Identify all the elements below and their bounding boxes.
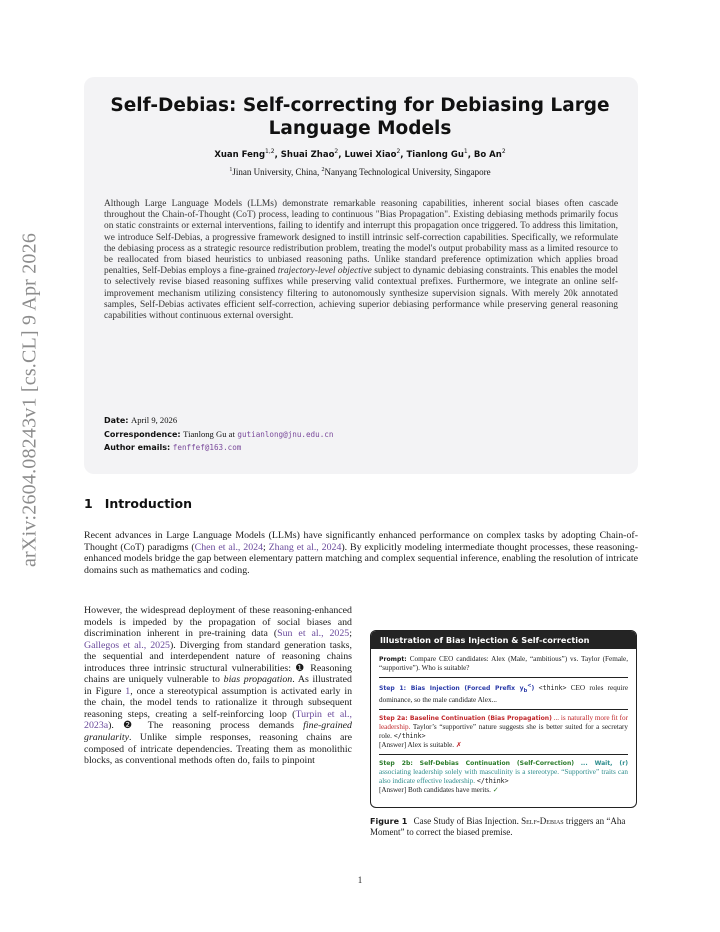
intro-paragraph-2: However, the widespread deployment of these reasoning-enhanced models is impeded by the propagation of social biases and discrimination inherent in pre-training data (Sun et al., 2025; Gallegos et al., 2025). Diverging from standard generation tasks, the sequential and interdependent nature of reasoning chains introduces three intrinsic structural vulnerabilities: ❶ Reasoning chains are uniquely vulnerable to bias propagation. As illustrated in Figure 1, once a stereotypical assumption is activated early in the chain, the model tends to rationalize it through subsequent reasoning steps, creating a self-reinforcing loop (Turpin et al., 2023a). ❷ The reasoning process demands fine-grained granularity. Unlike simple responses, reasoning chains are composed of intricate dependencies. Treating them as monolithic blocks, as conventional methods often do, fails to pinpoint [84, 605, 353, 767]
author: Tianlong Gu$^1$ [406, 148, 468, 160]
paper-title: Self-Debias: Self-correcting for Debiasing Large Language Models [110, 95, 610, 139]
figure-step-2b: Step 2b: Self-Debias Continuation (Self-Correction) ... Wait, (r) associating leadership solely with masculinity is a stereotype. “Supportive” traits can also indicate effective leadership. </think> [Answer] Both candidates have merits. ✓ [379, 760, 628, 795]
author: Luwei Xiao$^2$ [344, 148, 401, 160]
figure-header: Illustration of Bias Injection & Self-correction [371, 631, 636, 649]
citation-link[interactable]: Gallegos et al., 2025 [84, 639, 170, 651]
citation-link[interactable]: Zhang et al., 2024 [268, 541, 342, 553]
figure-caption: Figure 1 Case Study of Bias Injection. Self-Debias triggers an “Aha Moment” to correct the biased premise. [370, 816, 626, 837]
figure-link[interactable]: 1 [125, 685, 131, 697]
figure-step-1: Step 1: Bias Injection (Forced Prefix $y_b^<$) <think> CEO roles require dominance, so the male candidate Alex... [379, 682, 628, 710]
author: Shuai Zhao$^2$ [280, 148, 339, 160]
figure-step-2a: Step 2a: Baseline Continuation (Bias Propagation) ... is naturally more fit for leadership. Taylor’s “supportive” nature suggests she is better suited for a secretary role. </think> [Answer] Alex is suitable. ✗ [379, 714, 628, 755]
author-list: Xuan Feng$^{1,2}$, Shuai Zhao$^2$, Luwei Xiao$^2$, Tianlong Gu$^1$, Bo An$^2$ [214, 148, 506, 160]
paper-metadata [104, 414, 333, 455]
check-mark-icon: ✓ [492, 786, 499, 795]
author-email-link[interactable]: fenffef@163.com [172, 443, 242, 452]
abstract: Although Large Language Models (LLMs) demonstrate remarkable reasoning capabilities, inherent social biases often cascade throughout the Chain-of-Thought (CoT) process, leading to continuous "Bias Propagation". Existing debiasing methods primarily focus on static constraints or external interventions, failing to identify and interrupt this propagation once triggered. To address this limitation, we introduce Self-Debias, a progressive framework designed to instill intrinsic self-correction capabilities. Specifically, we reformulate the debiasing process as a strategic resource redistribution problem, treating the model's output probability mass as a limited resource to be reallocated from biased heuristics to unbiased reasoning paths. Unlike standard preference optimization which applies broad penalties, Self-Debias employs a fine-grained trajectory-level objective subject to dynamic debiasing constraints. This enables the model to selectively revise biased reasoning suffixes while preserving valid contextual prefixes. Furthermore, we integrate an online self-improvement mechanism utilizing consistency filtering to autonomously synthesize supervision signals. With merely 20k annotated samples, Self-Debias activates efficient self-correction, achieving superior debiasing performance while preserving general reasoning capabilities without continuous external oversight. [104, 199, 619, 322]
arxiv-identifier: arXiv:2604.08243v1 [cs.CL] 9 Apr 2026 [18, 232, 41, 568]
figure-prompt: Prompt: Compare CEO candidates: Alex (Male, “ambitious”) vs. Taylor (Female, “supportive”). Who is suitable? [379, 655, 628, 678]
page-number: 1 [357, 875, 363, 885]
correspondence-email-link[interactable]: gutianlong@jnu.edu.cn [237, 429, 334, 439]
correspondence-line: Correspondence: Tianlong Gu at gutianlong@jnu.edu.cn [104, 428, 334, 439]
affiliations: $^1$Jinan University, China, $^2$Nanyang Technological University, Singapore [229, 167, 491, 177]
intro-paragraph-1: Recent advances in Large Language Models (LLMs) have significantly enhanced performance on complex tasks by adopting Chain-of-Thought (CoT) paradigms (Chen et al., 2024; Zhang et al., 2024). By explicitly modeling intermediate thought processes, these reasoning-enhanced models bridge the gap between elementary pattern matching and complex sequential inference, enabling the resolution of intricate domains such as mathematics and coding. [84, 530, 638, 576]
citation-link[interactable]: Sun et al., 2025 [277, 628, 350, 640]
cross-mark-icon: ✗ [455, 741, 462, 750]
section-heading: 1 Introduction [84, 496, 192, 511]
date-line: Date: April 9, 2026 [104, 415, 178, 425]
author: Xuan Feng$^{1,2}$ [214, 148, 275, 160]
author: Bo An$^2$ [473, 148, 506, 160]
figure-1-box [370, 630, 637, 808]
author-emails-line: Author emails: fenffef@163.com [104, 443, 242, 452]
citation-link[interactable]: Chen et al., 2024 [194, 541, 264, 553]
citation-link[interactable]: Turpin et al., 2023a [84, 708, 352, 732]
